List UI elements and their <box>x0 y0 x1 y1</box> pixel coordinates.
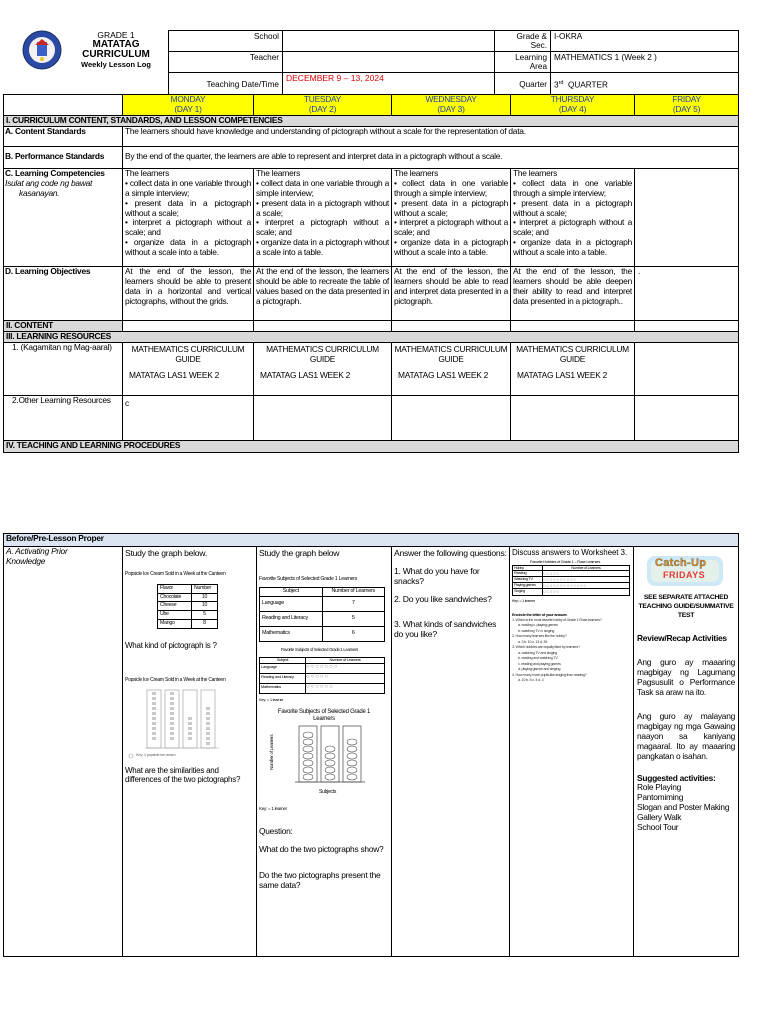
content-standards-text: The learners should have knowledge and understanding of pictograph without a scale for the representation of data. <box>123 126 739 146</box>
friday-activity: Catch-Up FRIDAYS SEE SEPARATE ATTACHED TEACHING GUIDE/SUMMATIVE TEST Review/Recap Activities Ang guro ay maaaring magbigay ng Lagumang Pagsusulit o Performance Task sa araw na ito. Ang guro ay malayang magbigay ng mga Gawaing naayon sa kaniyang magaaral. Ito ay maaaring pangkatan o isahan. Suggested activities: Role Playing Pantomiming Slogan and Poster Making Gallery Walk School Tour <box>634 547 739 957</box>
popsicle-table: Flavor Number Chocolate 10 Cheese 10 Ube 5 Mango 8 <box>157 584 218 629</box>
teacher-label: Teacher <box>169 52 283 73</box>
resources-tuesday: MATHEMATICS CURRICULUM GUIDE MATATAG LAS1 WEEK 2 <box>254 342 392 395</box>
day-header-monday: MONDAY (DAY 1) <box>123 95 254 116</box>
resources-wednesday: MATHEMATICS CURRICULUM GUIDE MATATAG LAS1 WEEK 2 <box>392 342 511 395</box>
catch-up-fridays-logo: Catch-Up FRIDAYS <box>637 550 735 594</box>
worksheet-items: 1. Which is the most favorite hobby of Grade 1 Rose learners? a. reading c. playing games b. watching TV d. singing 2. How many learners like the hobby? a. 3 b. 10 c. 13 d. 39 3. Which hobbies are equally liked by learners? a. watching TV and singing b. reading and watching TV c. reading and playing games d. playing games and singing 4. How many more pupils like singing than reading? a. 10 b. 5 c. 4 d. 3 <box>512 617 602 683</box>
objectives-wednesday: At the end of the lesson, the learners should be able to read and interpret data presented in a pictograph. <box>392 266 511 320</box>
day-header-wednesday: WEDNESDAY (DAY 3) <box>392 95 511 116</box>
program-title: MATATAG <box>92 38 140 50</box>
tuesday-activity: Study the graph below Favorite Subjects of Selected Grade 1 Learners Subject Number of Learners Language 7 Reading and Literacy 5 Mathematics 6 Favorite Subjects of Selected Grade 1 Learners Subject Number of Learners Language ○○○○○○○ Reading and Literacy ○○○○○ Mathematics ○○○○○○ Key: = 1 learner Favorite Subjects of Selected Grade 1 Learners Number of Learners Subjects Key: = 1 learner Question: What do the two pictographs show? Do the two pictographs present the same data? <box>257 547 392 957</box>
teacher-field[interactable] <box>283 52 495 73</box>
wednesday-activity: Answer the following questions: 1. What do you have for snacks? 2. Do you like sandwiches? 3. What kinds of sandwiches do you like? <box>392 547 510 957</box>
deped-seal <box>22 30 62 70</box>
section-curriculum: I. CURRICULUM CONTENT, STANDARDS, AND LESSON COMPETENCIES <box>4 116 739 127</box>
objectives-label: D. Learning Objectives <box>4 266 123 320</box>
grade-label: GRADE 1 <box>97 30 135 40</box>
other-resources-label: 2.Other Learning Resources <box>4 395 123 440</box>
procedures-table <box>3 533 739 957</box>
objectives-tuesday: At the end of the lesson, the learners should be able to recreate the table of values based on the data presented in a pictograph. <box>254 266 392 320</box>
quarter-label: Quarter <box>495 73 551 97</box>
grade-sec-value: I-OKRA <box>551 31 739 52</box>
day-header-thursday: THURSDAY (DAY 4) <box>511 95 635 116</box>
competencies-wednesday: The learners • collect data in one variable through a simple interview; • present data in a pictograph without a scale; • interpret a pictograph without a scale; and • organize data in a pictograph without a scale into a table. <box>392 168 511 266</box>
section-content: II. CONTENT <box>4 320 123 331</box>
learning-area-value: MATHEMATICS 1 (Week 2 ) <box>551 52 739 73</box>
resources-label: 1. (Kagamitan ng Mag-aaral) <box>4 342 123 395</box>
performance-standards-label: B. Performance Standards <box>4 146 123 168</box>
resources-thursday: MATHEMATICS CURRICULUM GUIDE MATATAG LAS1 WEEK 2 <box>511 342 635 395</box>
learning-area-label: Learning Area <box>495 52 551 73</box>
quarter-value: 3rd QUARTER <box>551 73 739 97</box>
objectives-friday: . <box>635 266 739 320</box>
other-resources-monday: c <box>123 395 254 440</box>
program-subtitle: CURRICULUM <box>82 49 150 61</box>
thursday-activity: Discuss answers to Worksheet 3. Favorite Hobbies of Grade 1 – Rose Learners Hobby Number of Learners Reading ○○○○○ Watching TV ○○○○○○○○○○ Playing games ○○○○○○○○○○○○○ Singing ○○○○○ Key: = 1 learner Encircle the letter of your answer. 1. Which is the most favorite hobby of Grade 1 Rose learners? a. reading c. playing games b. watching TV d. singing 2. How many learners like the hobby? a. 3 b. 10 c. 13 d. 39 3. Which hobbies are equally liked by learners? a. watching TV and singing b. reading and watching TV c. reading and playing games d. playing games and singing 4. How many more pupils like singing than reading? a. 10 b. 5 c. 4 d. 3 <box>510 547 634 957</box>
competencies-tuesday: The learners • collect data in one variable through a simple interview; • present data in a pictograph without a scale; • interpret a pictograph without a scale; and • organize data in a pictograph without a scale into a table. <box>254 168 392 266</box>
date-label: Teaching Date/Time <box>169 73 283 97</box>
grade-sec-label: Grade & Sec. <box>495 31 551 52</box>
hobbies-pictograph: Hobby Number of Learners Reading ○○○○○ Watching TV ○○○○○○○○○○ Playing games ○○○○○○○○○○○○○ Singing ○○○○○ <box>512 565 630 595</box>
pre-lesson-header: Before/Pre-Lesson Proper <box>4 534 739 547</box>
log-type: Weekly Lesson Log <box>81 59 151 69</box>
subjects-vertical-pictograph: Number of Learners Subjects <box>259 722 389 804</box>
objectives-monday: At the end of the lesson, the learners should be able to present data in a horizontal and vertical pictographs, without the grids. <box>123 266 254 320</box>
performance-standards-text: By the end of the quarter, the learners are able to represent and interpret data in a pictograph without a scale. <box>123 146 739 168</box>
competencies-thursday: The learners • collect data in one variable through a simple interview; • present data in a pictograph without a scale; • interpret a pictograph without a scale; and • organize data in a pictograph without a scale into a table. <box>511 168 635 266</box>
date-value: DECEMBER 9 – 13, 2024 <box>283 73 495 97</box>
objectives-thursday: At the end of the lesson, the learners should be able deepen their ability to read and interpret data presented in a pictograph.. <box>511 266 635 320</box>
content-standards-label: A. Content Standards <box>4 126 123 146</box>
corner-cell <box>4 95 123 116</box>
subjects-table: Subject Number of Learners Language 7 Reading and Literacy 5 Mathematics 6 <box>259 587 385 642</box>
competencies-monday: The learners • collect data in one variable through a simple interview; • present data in a pictograph without a scale; • interpret a pictograph without a scale; and • organize data in a pictograph without a scale into a table. <box>123 168 254 266</box>
popsicle-pictograph: Key: 1 popsicle ice cream <box>125 684 254 762</box>
competencies-friday <box>635 168 739 266</box>
resources-monday: MATHEMATICS CURRICULUM GUIDE MATATAG LAS1 WEEK 2 <box>123 342 254 395</box>
day-header-friday: FRIDAY (DAY 5) <box>635 95 739 116</box>
school-label: School <box>169 31 283 52</box>
section-learning-resources: III. LEARNING RESOURCES <box>4 331 739 342</box>
activating-prior-knowledge-label: A. Activating Prior Knowledge <box>4 547 123 957</box>
competencies-label-cell: C. Learning Competencies Isulat ang code ng bawat kasanayan. <box>4 168 123 266</box>
header-table <box>168 30 739 97</box>
monday-activity: Study the graph below. Popsicle Ice Cream Sold in a Week at the Canteen Flavor Number Chocolate 10 Cheese 10 Ube 5 Mango 8 What kind of pictograph is ? Popsicle Ice Cream Sold in a Week at the Canteen Key: 1 popsicle ice cream What are the similarities and differences of the two pictographs? <box>123 547 257 957</box>
day-header-tuesday: TUESDAY (DAY 2) <box>254 95 392 116</box>
subjects-pictograph: Subject Number of Learners Language ○○○○○○○ Reading and Literacy ○○○○○ Mathematics ○○○○○○ <box>259 657 385 693</box>
resources-friday <box>635 342 739 395</box>
lesson-log-table <box>3 94 739 453</box>
section-procedures: IV. TEACHING AND LEARNING PROCEDURES <box>4 440 739 452</box>
school-field[interactable] <box>283 31 495 52</box>
